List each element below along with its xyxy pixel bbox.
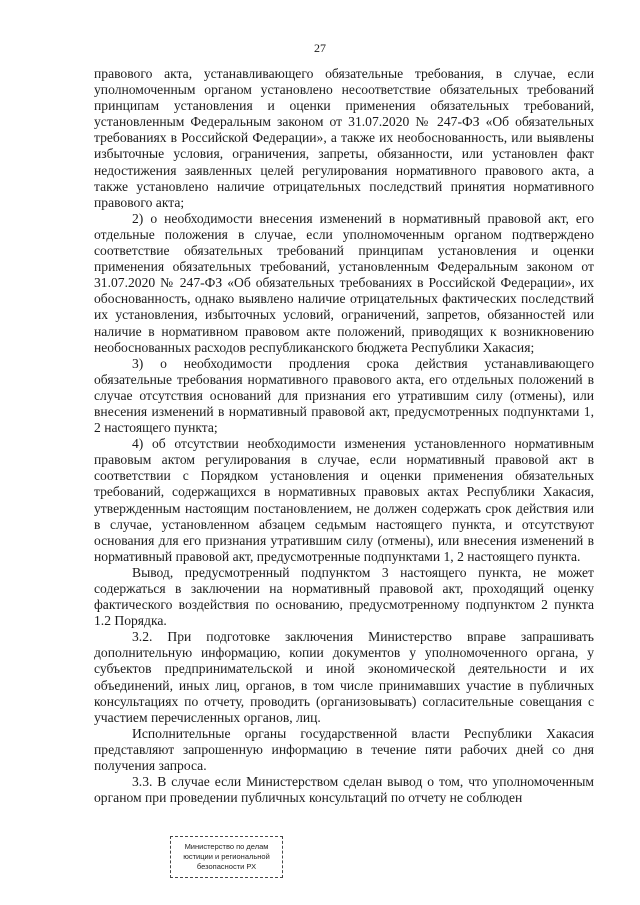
ministry-stamp bbox=[170, 836, 283, 878]
stamp-line: юстиции и региональной bbox=[183, 852, 270, 861]
paragraph: 3.2. При подготовке заключения Министерство вправе запрашивать дополнительную информацию, копии документов у уполномоченного органа, у субъектов предпринимательской и иной экономической деятельности и их объединений, иных лиц, органов, в том числе принимавших участие в публичных консультациях по отчету, проводить (организовывать) согласительные совещания с участием перечисленных органов, лиц. bbox=[94, 629, 594, 725]
stamp-line: Министерство по делам bbox=[184, 842, 269, 851]
paragraph: правового акта, устанавливающего обязательные требования, в случае, если уполномоченным органом установлено несоответствие обязательных требований принципам установления и оценки применения обязательных требований, установленным Федеральным законом от 31.07.2020 № 247-ФЗ «Об обязательных требованиях в Российской Федерации», а также их необоснованность, или выявлены избыточные условия, ограничения, запреты, обязанности, или установлен факт недостижения заявленных целей регулирования нормативного правового акта, а также установлено наличие отрицательных последствий принятия нормативного правового акта; bbox=[94, 66, 594, 210]
paragraph: 3) о необходимости продления срока действия устанавливающего обязательные требования нормативного правового акта, его отдельных положений в случае отсутствия оснований для признания его утратившим силу (отмены), или внесения изменений в нормативный правовой акт, предусмотренных подпунктами 1, 2 настоящего пункта; bbox=[94, 355, 594, 436]
paragraph: Исполнительные органы государственной власти Республики Хакасия представляют запрошенную информацию в течение пяти рабочих дней со дня получения запроса. bbox=[94, 725, 594, 774]
paragraph: 3.3. В случае если Министерством сделан вывод о том, что уполномоченным органом при проведении публичных консультаций по отчету не соблюден bbox=[94, 774, 594, 806]
page-number: 27 bbox=[314, 41, 326, 55]
document-body bbox=[94, 66, 594, 806]
paragraph: 2) о необходимости внесения изменений в нормативный правовой акт, его отдельные положения в случае, если уполномоченным органом подтверждено соответствие обязательных требований принципам установления и оценки применения обязательных требований, установленным Федеральным законом от 31.07.2020 № 247-ФЗ «Об обязательных требованиях в Российской Федерации», их обоснованность, однако выявлено наличие отрицательных фактических последствий их установления, избыточных условий, ограничений, запретов, обязанностей или наличие в нормативном правовом акте положений, приводящих к возникновению необоснованных расходов республиканского бюджета Республики Хакасия; bbox=[94, 210, 594, 355]
paragraph: Вывод, предусмотренный подпунктом 3 настоящего пункта, не может содержаться в заключении на нормативный правовой акт, проходящий оценку фактического воздействия по основанию, предусмотренному подпунктом 2 пункта 1.2 Порядка. bbox=[94, 564, 594, 629]
stamp-line: безопасности РХ bbox=[196, 862, 257, 871]
paragraph: 4) об отсутствии необходимости изменения установленного нормативным правовым актом регулирования в случае, если нормативный правовой акт в соответствии с Порядком установления и оценки применения обязательных требований, содержащихся в нормативных правовых актах Республики Хакасия, утвержденным настоящим постановлением, не должен содержать срок действия или в случае, установленном абзацем седьмым настоящего пункта, и отсутствуют основания для его признания утратившим силу (отмены), или внесения изменений в нормативный правовой акт, предусмотренные подпунктами 1, 2 настоящего пункта. bbox=[94, 436, 594, 564]
